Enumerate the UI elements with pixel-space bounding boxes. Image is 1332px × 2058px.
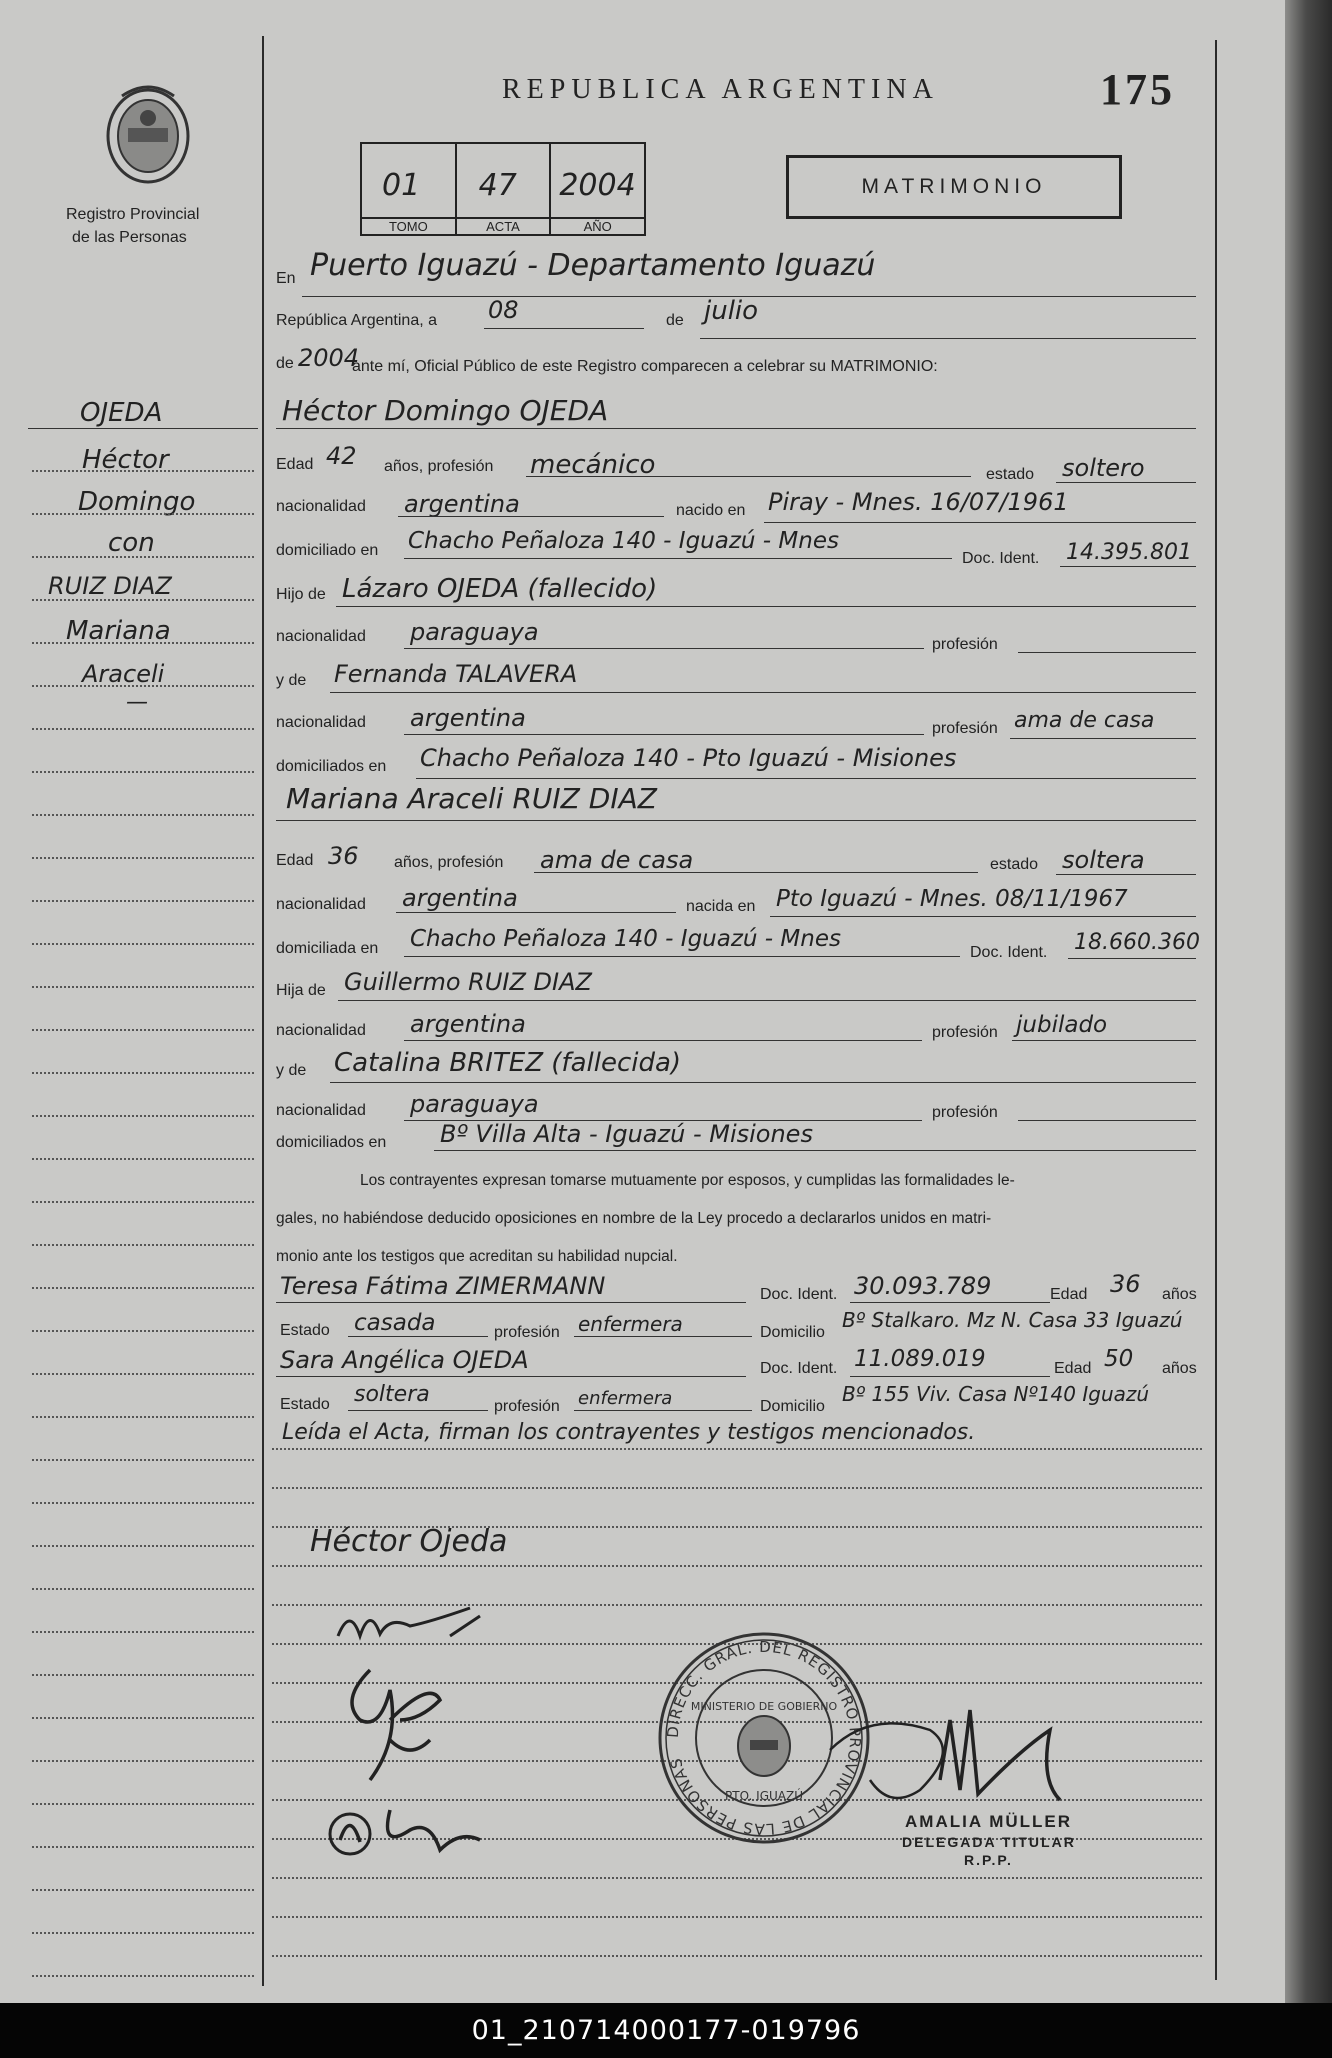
groom-birth-line <box>764 522 1196 523</box>
label-w2-domicilio: Domicilio <box>760 1398 825 1415</box>
margin-dotted-line <box>32 1588 254 1590</box>
bride-address-line <box>404 956 960 957</box>
bride-status-line <box>1056 874 1196 875</box>
tomo-cell <box>362 144 457 234</box>
witness1-signature-icon <box>330 1660 470 1790</box>
witness1-status: casada <box>354 1310 436 1336</box>
margin-dotted-line <box>32 1244 254 1246</box>
witness1-status-line <box>348 1336 488 1337</box>
image-identifier: 01_210714000177-019796 <box>0 2003 1332 2058</box>
declaration-line-2: gales, no habiéndose deducido oposiciones en nombre de la Ley procedo a declararlos unidos en matri- <box>276 1210 992 1227</box>
margin-dotted-line <box>32 1545 254 1547</box>
groom-name: Héctor Domingo OJEDA <box>282 394 609 427</box>
bride-parents-address: Bº Villa Alta - Iguazú - Misiones <box>440 1120 813 1148</box>
bride-status: soltera <box>1062 846 1145 874</box>
groom-father: Lázaro OJEDA (fallecido) <box>342 574 658 604</box>
margin-dotted-line <box>32 1674 254 1676</box>
label-groom-edad: Edad <box>276 456 314 473</box>
label-en: En <box>276 270 296 287</box>
label-w2-anos: años <box>1162 1360 1197 1377</box>
day-value: 08 <box>488 296 519 324</box>
bride-father: Guillermo RUIZ DIAZ <box>344 968 592 996</box>
witness2-profession-line <box>574 1410 752 1411</box>
groom-father-line <box>336 606 1196 607</box>
groom-address: Chacho Peñaloza 140 - Iguazú - Mnes <box>408 528 839 554</box>
groom-doc-line <box>1060 566 1196 567</box>
margin-dotted-line <box>32 943 254 945</box>
margin-name-underline <box>28 428 258 429</box>
witness1-doc-line <box>850 1302 1050 1303</box>
bride-nationality: argentina <box>402 884 518 912</box>
margin-dotted-line <box>32 1459 254 1461</box>
bride-profession-line <box>534 872 978 873</box>
margin-dotted-line <box>32 1975 254 1977</box>
bride-father-line <box>338 1000 1196 1001</box>
book-spine <box>1285 0 1332 2003</box>
bride-father-nat-line <box>404 1040 922 1041</box>
witness2-name-line <box>276 1376 746 1377</box>
label-hijo-de: Hijo de <box>276 586 326 603</box>
margin-dotted-line <box>32 857 254 859</box>
anio-value: 2004 <box>559 168 636 203</box>
witness1-age: 36 <box>1110 1270 1141 1298</box>
bride-doc: 18.660.360 <box>1074 930 1200 955</box>
tomo-value: 01 <box>382 168 421 203</box>
margin-dotted-line <box>32 685 254 687</box>
margin-dotted-line <box>32 599 254 601</box>
margin-dotted-line <box>32 1416 254 1418</box>
bride-name-line <box>276 820 1196 821</box>
bride-signature-icon <box>330 1596 490 1656</box>
bride-mother-prof-line <box>1018 1120 1196 1121</box>
stamp-bottom-text: PTO. IGUAZÚ <box>725 1789 803 1803</box>
margin-dotted-line <box>32 1201 254 1203</box>
bride-nationality-line <box>396 912 676 913</box>
label-groom-domiciliado: domiciliado en <box>276 542 379 559</box>
body-ruled-line <box>272 1955 1202 1957</box>
witness1-profession: enfermera <box>578 1312 683 1336</box>
groom-status: soltero <box>1062 454 1145 482</box>
margin-name-1: OJEDA <box>80 398 163 428</box>
label-groom-mother-nac: nacionalidad <box>276 714 366 731</box>
acta-value: 47 <box>478 168 517 203</box>
witness2-status: soltera <box>354 1382 430 1407</box>
label-w1-edad: Edad <box>1050 1286 1088 1303</box>
margin-dotted-line <box>32 1158 254 1160</box>
officer-org: R.P.P. <box>964 1852 1013 1868</box>
groom-father-nat: paraguaya <box>410 618 539 646</box>
label-groom-y-de: y de <box>276 672 307 689</box>
stamp-ring-text: DIRECC. GRAL. DEL REGISTRO PROVINCIAL DE LAS PERSONAS <box>663 1637 865 1839</box>
bride-name: Mariana Araceli RUIZ DIAZ <box>286 782 657 815</box>
tomo-label: TOMO <box>362 217 455 234</box>
label-bride-y-de: y de <box>276 1062 307 1079</box>
witness1-address: Bº Stalkaro. Mz N. Casa 33 Iguazú <box>842 1308 1183 1332</box>
bride-mother: Catalina BRITEZ (fallecida) <box>334 1048 682 1078</box>
label-w1-anos: años <box>1162 1286 1197 1303</box>
groom-name-line <box>276 428 1196 429</box>
bride-mother-line <box>330 1082 1196 1083</box>
margin-dotted-line <box>32 814 254 816</box>
margin-name-4: con <box>108 528 155 558</box>
margin-dotted-line <box>32 1846 254 1848</box>
witness1-doc: 30.093.789 <box>854 1272 992 1300</box>
groom-mother-nat: argentina <box>410 704 526 732</box>
label-w1-prof: profesión <box>494 1324 560 1341</box>
margin-dotted-line <box>32 1889 254 1891</box>
witness2-status-line <box>348 1410 488 1411</box>
margin-dotted-line <box>32 1029 254 1031</box>
label-w1-domicilio: Domicilio <box>760 1324 825 1341</box>
margin-name-8: — <box>126 690 148 715</box>
label-w2-prof: profesión <box>494 1398 560 1415</box>
label-bride-domiciliada: domiciliada en <box>276 940 379 957</box>
bride-age: 36 <box>328 842 359 870</box>
groom-mother-prof: ama de casa <box>1014 708 1155 733</box>
body-ruled-line <box>272 1877 1202 1879</box>
label-ante: ante mí, Oficial Público de este Registro comparecen a celebrar su MATRIMONIO: <box>352 358 938 375</box>
label-bride-edad: Edad <box>276 852 314 869</box>
registry-name-line1: Registro Provincial <box>66 206 200 223</box>
groom-nationality: argentina <box>404 490 520 518</box>
anio-cell <box>551 144 644 234</box>
margin-dotted-line <box>32 513 254 515</box>
label-bride-domiciliados: domiciliados en <box>276 1134 387 1151</box>
officer-title: DELEGADA TITULAR <box>902 1834 1076 1850</box>
bride-father-prof-line <box>1012 1040 1196 1041</box>
margin-dotted-line <box>32 1631 254 1633</box>
acta-cell <box>457 144 552 234</box>
witness1-profession-line <box>574 1336 752 1337</box>
groom-doc: 14.395.801 <box>1066 540 1192 565</box>
label-bride-nacionalidad: nacionalidad <box>276 896 366 913</box>
margin-dotted-line <box>32 1760 254 1762</box>
label-bride-nacida: nacida en <box>686 898 756 915</box>
groom-profession: mecánico <box>530 450 656 480</box>
margin-dotted-line <box>32 1932 254 1934</box>
body-ruled-line <box>272 1487 1202 1489</box>
body-ruled-line <box>272 1448 1202 1450</box>
margin-dotted-line <box>32 556 254 558</box>
margin-dotted-line <box>32 1115 254 1117</box>
label-groom-nacido: nacido en <box>676 502 746 519</box>
margin-name-7: Araceli <box>82 660 165 688</box>
margin-dotted-line <box>32 900 254 902</box>
label-de: de <box>666 312 684 329</box>
witness1-name-line <box>276 1302 746 1303</box>
declaration-line-1: Los contrayentes expresan tomarse mutuamente por esposos, y cumplidas las formalidades le- <box>360 1172 1015 1189</box>
body-ruled-line <box>272 1916 1202 1918</box>
groom-birth: Piray - Mnes. 16/07/1961 <box>768 488 1069 516</box>
province-crest-icon <box>92 78 204 190</box>
label-bride-anos: años, profesión <box>394 854 504 871</box>
bride-profession: ama de casa <box>540 846 694 874</box>
label-w2-doc: Doc. Ident. <box>760 1360 838 1377</box>
margin-name-2: Héctor <box>82 445 169 475</box>
label-groom-doc: Doc. Ident. <box>962 550 1040 567</box>
margin-divider <box>262 36 264 1986</box>
witness2-age: 50 <box>1104 1346 1134 1372</box>
closing-statement: Leída el Acta, firman los contrayentes y testigos mencionados. <box>282 1420 976 1445</box>
groom-nationality-line <box>398 516 664 517</box>
witness2-signature-icon <box>320 1790 500 1870</box>
groom-mother: Fernanda TALAVERA <box>334 660 578 688</box>
groom-mother-nat-line <box>404 734 924 735</box>
record-type-label: MATRIMONIO <box>861 175 1047 198</box>
label-groom-anos: años, profesión <box>384 458 494 475</box>
bride-birth-line <box>770 916 1196 917</box>
label-w1-estado: Estado <box>280 1322 330 1339</box>
record-type-box <box>786 155 1122 219</box>
groom-parents-address: Chacho Peñaloza 140 - Pto Iguazú - Misiones <box>420 744 957 772</box>
witness2-doc-line <box>850 1376 1050 1377</box>
stamp-inner-text: MINISTERIO DE GOBIERNO <box>690 1700 838 1713</box>
margin-dotted-line <box>32 1803 254 1805</box>
margin-dotted-line <box>32 1330 254 1332</box>
bride-father-prof: jubilado <box>1016 1012 1108 1038</box>
anio-label: AÑO <box>551 217 644 234</box>
bride-birth: Pto Iguazú - Mnes. 08/11/1967 <box>776 886 1128 912</box>
label-groom-domiciliados: domiciliados en <box>276 758 387 775</box>
body-ruled-line <box>272 1565 1202 1567</box>
officer-signature-icon <box>810 1690 1100 1820</box>
margin-name-6: Mariana <box>66 616 171 646</box>
place-value: Puerto Iguazú - Departamento Iguazú <box>310 248 876 283</box>
margin-dotted-line <box>32 986 254 988</box>
label-groom-father-nac: nacionalidad <box>276 628 366 645</box>
groom-age: 42 <box>326 442 357 470</box>
margin-name-5: RUIZ DIAZ <box>48 572 172 600</box>
label-bride-father-prof: profesión <box>932 1024 998 1041</box>
margin-dotted-line <box>32 771 254 773</box>
declaration-line-3: monio ante los testigos que acreditan su habilidad nupcial. <box>276 1248 678 1265</box>
label-hija-de: Hija de <box>276 982 326 999</box>
record-number-box <box>360 142 646 236</box>
label-de-year: de <box>276 355 294 372</box>
year-value: 2004 <box>298 344 360 372</box>
groom-father-prof-line <box>1018 652 1196 653</box>
groom-mother-prof-line <box>1010 738 1196 739</box>
country-title: REPUBLICA ARGENTINA <box>502 74 939 105</box>
margin-dotted-line <box>32 470 254 472</box>
label-w2-edad: Edad <box>1054 1360 1092 1377</box>
bride-doc-line <box>1068 958 1196 959</box>
label-w1-doc: Doc. Ident. <box>760 1286 838 1303</box>
label-groom-estado: estado <box>986 466 1035 483</box>
witness1-name: Teresa Fátima ZIMERMANN <box>280 1272 606 1300</box>
bride-address: Chacho Peñaloza 140 - Iguazú - Mnes <box>410 926 841 952</box>
month-line <box>700 338 1196 339</box>
month-value: julio <box>704 296 759 326</box>
witness2-address: Bº 155 Viv. Casa Nº140 Iguazú <box>842 1382 1150 1406</box>
bride-mother-nat: paraguaya <box>410 1090 539 1118</box>
groom-mother-line <box>330 692 1196 693</box>
label-bride-estado: estado <box>990 856 1039 873</box>
registry-name-line2: de las Personas <box>72 229 187 246</box>
page-number: 175 <box>1100 65 1175 114</box>
margin-dotted-line <box>32 1072 254 1074</box>
acta-label: ACTA <box>457 217 550 234</box>
label-groom-nacionalidad: nacionalidad <box>276 498 366 515</box>
officer-name: AMALIA MÜLLER <box>905 1812 1073 1831</box>
margin-dotted-line <box>32 1287 254 1289</box>
label-bride-doc: Doc. Ident. <box>970 944 1048 961</box>
margin-dotted-line <box>32 728 254 730</box>
label-republica: República Argentina, a <box>276 312 437 329</box>
right-border <box>1215 40 1217 1980</box>
witness2-name: Sara Angélica OJEDA <box>280 1346 529 1374</box>
groom-profession-line <box>526 476 971 477</box>
margin-dotted-line <box>32 1502 254 1504</box>
groom-status-line <box>1056 482 1196 483</box>
margin-dotted-line <box>32 642 254 644</box>
witness2-profession: enfermera <box>578 1388 673 1409</box>
label-bride-mother-nac: nacionalidad <box>276 1102 366 1119</box>
label-groom-father-prof: profesión <box>932 636 998 653</box>
label-groom-mother-prof: profesión <box>932 720 998 737</box>
groom-address-line <box>404 558 952 559</box>
margin-dotted-line <box>32 1717 254 1719</box>
day-line <box>484 328 644 329</box>
groom-signature: Héctor Ojeda <box>310 1524 508 1559</box>
bride-father-nat: argentina <box>410 1010 526 1038</box>
label-w2-estado: Estado <box>280 1396 330 1413</box>
witness2-doc: 11.089.019 <box>854 1346 986 1372</box>
label-bride-father-nac: nacionalidad <box>276 1022 366 1039</box>
margin-dotted-line <box>32 1373 254 1375</box>
label-bride-mother-prof: profesión <box>932 1104 998 1121</box>
margin-name-3: Domingo <box>78 487 196 517</box>
bride-parents-address-line <box>434 1150 1196 1151</box>
groom-parents-address-line <box>416 778 1196 779</box>
groom-father-nat-line <box>404 648 924 649</box>
